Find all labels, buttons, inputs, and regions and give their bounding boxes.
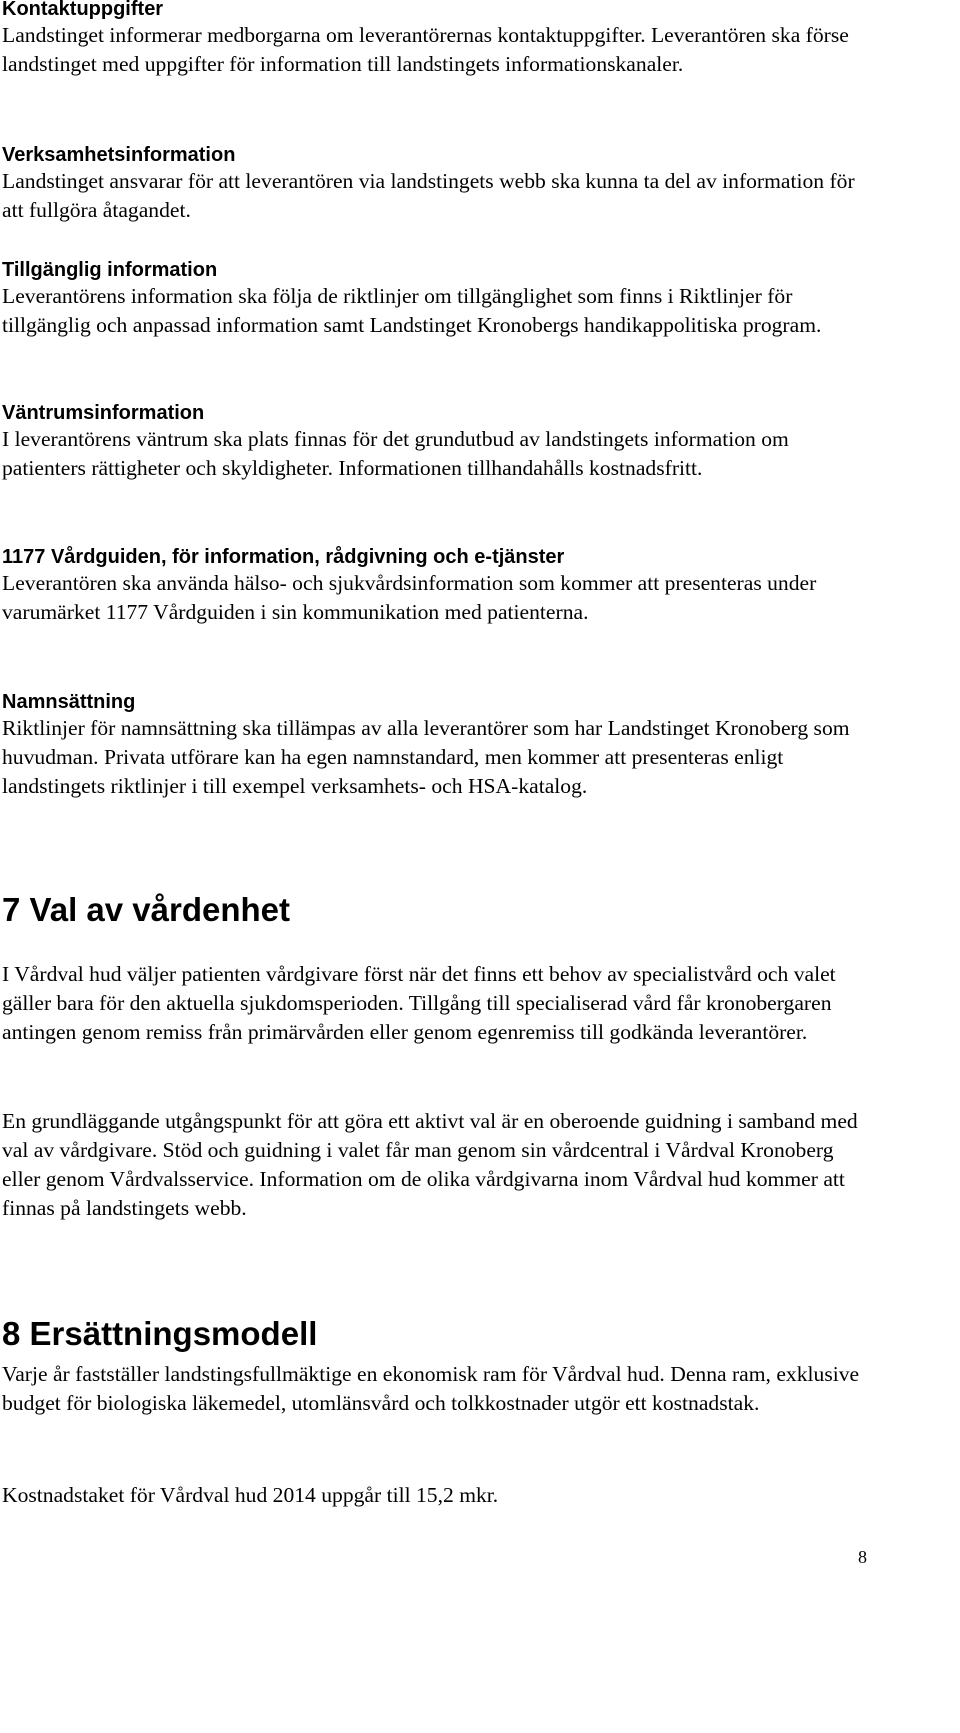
- section-text: Landstinget informerar medborgarna om leverantörernas kontaktuppgifter. Leverantören ska förse landstinget med uppgifter för information till landstingets informationskanaler.: [2, 23, 849, 76]
- section-heading: Väntrumsinformation: [2, 402, 205, 424]
- chapter-8-title: 8 Ersättningsmodell: [2, 1315, 318, 1352]
- section-heading: Tillgänglig information: [2, 259, 218, 281]
- chapter-7-paragraph-1: [2, 960, 862, 1047]
- section-text: Landstinget ansvarar för att leverantören via landstingets webb ska kunna ta del av information för att fullgöra åtagandet.: [2, 169, 855, 222]
- chapter-8-paragraph-2: [2, 1481, 862, 1510]
- paragraph: Varje år fastställer landstingsfullmäktige en ekonomisk ram för Vårdval hud. Denna ram, exklusive budget för biologiska läkemedel, utomlänsvård och tolkkostnader utgör ett kostnadstak.: [2, 1362, 860, 1415]
- section-namnsattning: [2, 690, 862, 801]
- paragraph: En grundläggande utgångspunkt för att göra ett aktivt val är en oberoende guidning i samband med val av vårdgivare. Stöd och guidning i valet får man genom sin vårdcentral i Vårdval Kronoberg eller genom Vårdvalsservice. Information om de olika vårdgivarna inom Vårdval hud kommer att finnas på landstingets webb.: [2, 1109, 858, 1220]
- section-verksamhetsinformation: [2, 143, 862, 225]
- section-heading: Namnsättning: [2, 691, 136, 713]
- chapter-7-paragraph-2: [2, 1107, 862, 1223]
- section-text: Riktlinjer för namnsättning ska tillämpas av alla leverantörer som har Landstinget Kronoberg som huvudman. Privata utförare kan ha egen namnstandard, men kommer att presenteras enligt landstingets riktlinjer i till exempel verksamhets- och HSA-katalog.: [2, 716, 850, 798]
- chapter-7-title: 7 Val av vårdenhet: [2, 891, 290, 928]
- chapter-8-heading-block: [2, 1314, 862, 1354]
- section-tillganglig-information: [2, 258, 862, 340]
- section-vantrumsinformation: [2, 401, 862, 483]
- paragraph: I Vårdval hud väljer patienten vårdgivare först när det finns ett behov av specialistvård och valet gäller bara för den aktuella sjukdomsperioden. Tillgång till specialiserad vård får kronobergaren antingen genom remiss från primärvården eller genom egenremiss till godkända leverantörer.: [2, 962, 836, 1044]
- chapter-8-paragraph-1: [2, 1360, 862, 1418]
- section-heading: Verksamhetsinformation: [2, 144, 236, 166]
- section-text: Leverantörens information ska följa de riktlinjer om tillgänglighet som finns i Riktlinjer för tillgänglig och anpassad information samt Landstinget Kronobergs handikappolitiska program.: [2, 284, 822, 337]
- section-heading: 1177 Vårdguiden, för information, rådgivning och e-tjänster: [2, 546, 565, 568]
- section-kontaktuppgifter: [2, 0, 862, 79]
- section-1177-vardguiden: [2, 545, 862, 627]
- section-heading: Kontaktuppgifter: [2, 0, 164, 20]
- paragraph: Kostnadstaket för Vårdval hud 2014 uppgår till 15,2 mkr.: [2, 1483, 499, 1507]
- page-number: 8: [858, 1547, 867, 1567]
- chapter-7-heading-block: [2, 890, 862, 930]
- section-text: Leverantören ska använda hälso- och sjukvårdsinformation som kommer att presenteras under varumärket 1177 Vårdguiden i sin kommunikation med patienterna.: [2, 571, 817, 624]
- section-text: I leverantörens väntrum ska plats finnas för det grundutbud av landstingets information om patienters rättigheter och skyldigheter. Informationen tillhandahålls kostnadsfritt.: [2, 427, 789, 480]
